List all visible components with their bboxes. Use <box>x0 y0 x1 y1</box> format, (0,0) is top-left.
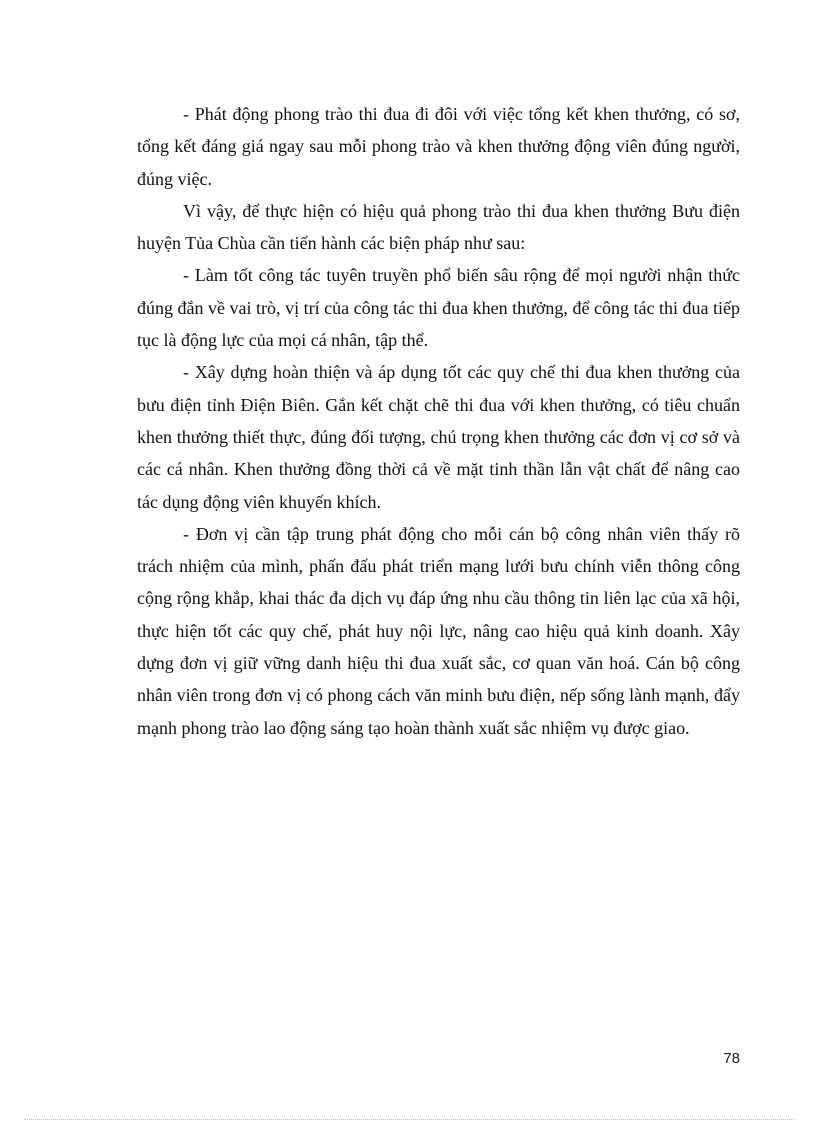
paragraph-unit-focus: - Đơn vị cần tập trung phát động cho mỗi cán bộ công nhân viên thấy rõ trách nhiệm của mình, phấn đấu phát triển mạng lưới bưu chính viễn thông công cộng rộng khắp, khai thác đa dịch vụ đáp ứng nhu cầu thông tin liên lạc của xã hội, thực hiện tốt các quy chế, phát huy nội lực, nâng cao hiệu quả kinh doanh. Xây dựng đơn vị giữ vững danh hiệu thi đua xuất sắc, cơ quan văn hoá. Cán bộ công nhân viên trong đơn vị có phong cách văn minh bưu điện, nếp sống lành mạnh, đẩy mạnh phong trào lao động sáng tạo hoàn thành xuất sắc nhiệm vụ được giao. <box>137 523 740 738</box>
body-text <box>137 98 740 744</box>
page-bottom-divider <box>24 1119 794 1120</box>
paragraph-regulations: - Xây dựng hoàn thiện và áp dụng tốt các quy chế thi đua khen thưởng của bưu điện tỉnh Điện Biên. Gắn kết chặt chẽ thi đua với khen thưởng, có tiêu chuẩn khen thưởng thiết thực, đúng đối tượng, chú trọng khen thưởng các đơn vị cơ sở và các cá nhân. Khen thưởng đồng thời cả về mặt tinh thần lẫn vật chất để nâng cao tác dụng động viên khuyến khích. <box>137 362 740 512</box>
page-number: 78 <box>723 1050 740 1067</box>
paragraph-therefore-measures: Vì vậy, để thực hiện có hiệu quả phong trào thi đua khen thưởng Bưu điện huyện Tủa Chùa cần tiến hành các biện pháp như sau: <box>137 200 740 254</box>
paragraph-propaganda: - Làm tốt công tác tuyên truyền phổ biến sâu rộng để mọi người nhận thức đúng đắn về vai trò, vị trí của công tác thi đua khen thưởng, để công tác thi đua tiếp tục là động lực của mọi cá nhân, tập thể. <box>137 265 740 351</box>
paragraph-mobilize-emulation: - Phát động phong trào thi đua đi đôi với việc tổng kết khen thưởng, có sơ, tổng kết đáng giá ngay sau mỗi phong trào và khen thưởng động viên đúng người, đúng việc. <box>137 104 740 189</box>
